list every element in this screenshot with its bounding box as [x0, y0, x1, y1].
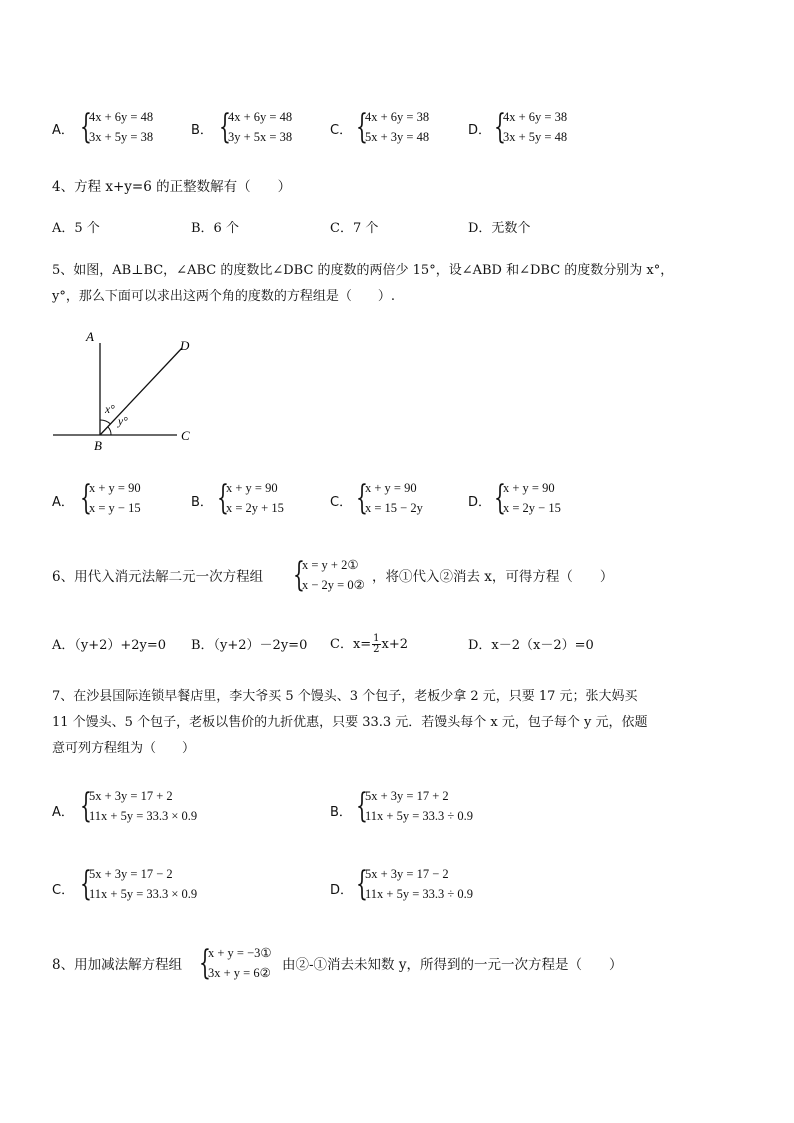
q7-option-c-label: C．	[52, 883, 75, 898]
q4-option-b: B．6 个	[191, 221, 239, 236]
q7-option-d-label: D．	[330, 883, 354, 898]
q5-stem-line2: y°，那么下面可以求出这两个角的度数的方程组是（ ）.	[52, 289, 395, 304]
equation: 3x + 5y = 48	[503, 130, 568, 144]
equation: x + y = 90	[226, 481, 278, 495]
equation: x + y = 90	[503, 481, 555, 495]
equation: 5x + 3y = 17 − 2	[365, 867, 449, 881]
equation: 4x + 6y = 38	[503, 110, 568, 124]
point-d-label: D	[180, 338, 190, 353]
equation: x = y + 2①	[302, 558, 359, 572]
equation: 4x + 6y = 38	[365, 110, 430, 124]
q7-option-b-label: B．	[330, 805, 352, 820]
q7-stem-line1: 7、在沙县国际连锁早餐店里，李大爷买 5 个馒头、3 个包子，老板少拿 2 元，只要 17 元；张大妈买	[52, 689, 638, 704]
angle-y-label: y°	[118, 416, 128, 428]
equation: 4x + 6y = 48	[228, 110, 293, 124]
angle-x-arc	[100, 420, 111, 424]
fraction-denominator: 2	[373, 644, 380, 655]
q3-option-a-label: A．	[52, 123, 74, 138]
q4-option-d: D．无数个	[468, 221, 531, 236]
option-c-prefix: C．x=	[330, 637, 372, 652]
q5-option-a-label: A．	[52, 495, 74, 510]
equation: 3x + 5y = 38	[89, 130, 154, 144]
equation: x + y = 90	[89, 481, 141, 495]
q5-option-c-label: C．	[330, 495, 353, 510]
equation: x + y = −3①	[208, 946, 272, 960]
q5-angle-figure	[45, 325, 205, 455]
q8-stem-after: 由②-①消去未知数 y，所得到的一元一次方程是（ ）	[282, 957, 623, 973]
q5-option-b-label: B．	[191, 495, 213, 510]
q4-option-c: C．7 个	[330, 221, 379, 236]
equation: 11x + 5y = 33.3 ÷ 0.9	[365, 809, 473, 823]
q7-option-a-label: A．	[52, 805, 74, 820]
q7-stem-line2: 11 个馒头、5 个包子，老板以售价的九折优惠，只要 33.3 元．若馒头每个 x 元，包子每个 y 元，依题	[52, 715, 648, 730]
equation: 3y + 5x = 38	[228, 130, 293, 144]
equation: 11x + 5y = 33.3 × 0.9	[89, 809, 198, 823]
q3-option-d-label: D．	[468, 123, 492, 138]
q6-option-b: B．（y+2）－2y=0	[191, 638, 308, 653]
q5-stem-line1: 5、如图，AB⊥BC，∠ABC 的度数比∠DBC 的度数的两倍少 15°，设∠ABD 和∠DBC 的度数分别为 x°，	[52, 263, 674, 278]
fraction-numerator: 1	[373, 633, 380, 644]
q6-option-d: D．x－2（x－2）=0	[468, 638, 594, 653]
q7-stem-line3: 意可列方程组为（ ）	[52, 741, 196, 756]
equation: 4x + 6y = 48	[89, 110, 154, 124]
q8-stem-before: 8、用加减法解方程组	[52, 957, 183, 973]
equation: x = y − 15	[89, 501, 141, 515]
angle-y-arc	[108, 427, 111, 435]
q6-option-a: A．（y+2）+2y=0	[52, 638, 167, 653]
equation: 5x + 3y = 17 + 2	[365, 789, 449, 803]
equation: x = 2y + 15	[226, 501, 284, 515]
point-b-label: B	[94, 438, 102, 453]
equation: 5x + 3y = 17 − 2	[89, 867, 173, 881]
equation: 5x + 3y = 48	[365, 130, 430, 144]
point-a-label: A	[86, 329, 94, 344]
equation: x = 15 − 2y	[365, 501, 423, 515]
q3-option-c-label: C．	[330, 123, 353, 138]
equation: 5x + 3y = 17 + 2	[89, 789, 173, 803]
q6-option-c	[330, 630, 408, 660]
angle-x-label: x°	[105, 404, 115, 416]
equation: 11x + 5y = 33.3 ÷ 0.9	[365, 887, 473, 901]
option-c-suffix: x+2	[381, 637, 409, 652]
equation: x + y = 90	[365, 481, 417, 495]
equation: x = 2y − 15	[503, 501, 561, 515]
q5-option-d-label: D．	[468, 495, 492, 510]
q6-stem-before: 6、用代入消元法解二元一次方程组	[52, 569, 264, 585]
q3-option-b-label: B．	[191, 123, 213, 138]
q4-option-a: A．5 个	[52, 221, 100, 236]
fraction-one-half	[372, 634, 380, 655]
ray-bd	[100, 348, 182, 435]
equation: 11x + 5y = 33.3 × 0.9	[89, 887, 198, 901]
equation: 3x + y = 6②	[208, 966, 271, 980]
q6-stem-after: ，将①代入②消去 x，可得方程（ ）	[372, 569, 614, 585]
equation: x − 2y = 0②	[302, 578, 365, 592]
q4-stem: 4、方程 x+y=6 的正整数解有（ ）	[52, 179, 292, 195]
point-c-label: C	[181, 428, 190, 443]
